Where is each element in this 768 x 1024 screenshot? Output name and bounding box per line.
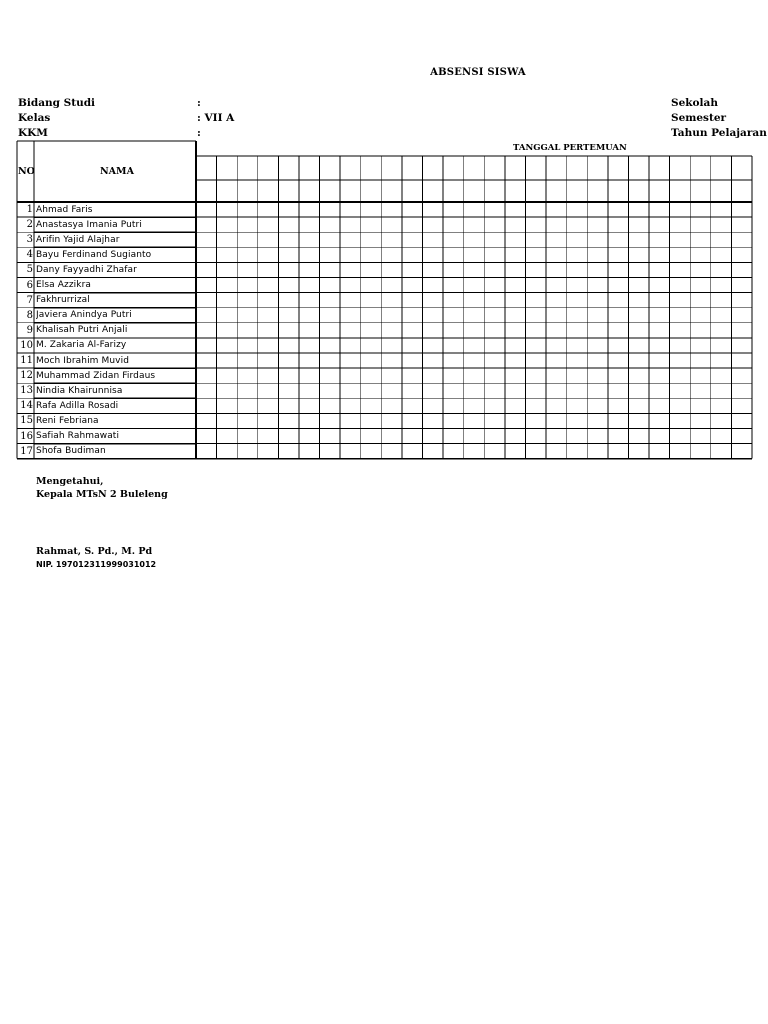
row-student-name: Safiah Rahmawati bbox=[36, 431, 120, 441]
signature-line-mengetahui: Mengetahui, bbox=[36, 476, 104, 487]
row-number: 9 bbox=[26, 324, 33, 336]
header-no: NO bbox=[18, 166, 35, 177]
row-student-name: Arifin Yajid Alajhar bbox=[36, 234, 120, 245]
row-student-name: Reni Febriana bbox=[36, 415, 99, 426]
row-student-name: Fakhrurrizal bbox=[36, 295, 90, 306]
row-number: 6 bbox=[26, 279, 33, 291]
info-label-kkm: KKM bbox=[18, 127, 48, 139]
row-number: 3 bbox=[26, 234, 33, 246]
signature-nip: NIP. 197012311999031012 bbox=[36, 560, 157, 569]
row-student-name: Dany Fayyadhi Zhafar bbox=[36, 264, 137, 275]
row-student-name: Bayu Ferdinand Sugianto bbox=[36, 249, 152, 260]
row-number: 10 bbox=[20, 339, 33, 351]
row-student-name: M. Zakaria Al-Farizy bbox=[36, 340, 127, 351]
row-number: 13 bbox=[20, 385, 33, 397]
signature-line-kepala: Kepala MTsN 2 Buleleng bbox=[36, 489, 168, 500]
info-value-kelas: : VII A bbox=[197, 112, 235, 124]
row-number: 4 bbox=[26, 249, 33, 261]
row-number: 16 bbox=[20, 430, 33, 442]
row-student-name: Nindia Khairunnisa bbox=[36, 385, 123, 396]
info-label-tahun-pelajaran: Tahun Pelajaran bbox=[671, 127, 767, 139]
info-label-bidang-studi: Bidang Studi bbox=[18, 97, 96, 109]
header-tanggal-pertemuan: TANGGAL PERTEMUAN bbox=[513, 143, 627, 153]
row-student-name: Elsa Azzikra bbox=[36, 280, 91, 290]
row-number: 7 bbox=[26, 294, 33, 306]
row-student-name: Khalisah Putri Anjali bbox=[36, 325, 128, 336]
row-student-name: Javiera Anindya Putri bbox=[36, 310, 132, 321]
row-student-name: Ahmad Faris bbox=[36, 204, 93, 215]
row-number: 1 bbox=[26, 204, 33, 215]
row-number: 8 bbox=[26, 309, 33, 321]
info-label-sekolah: Sekolah bbox=[671, 97, 718, 109]
signature-name: Rahmat, S. Pd., M. Pd bbox=[36, 546, 153, 557]
row-student-name: Rafa Adilla Rosadi bbox=[36, 400, 119, 411]
row-number: 14 bbox=[20, 400, 33, 412]
row-number: 12 bbox=[20, 370, 33, 382]
page-title: ABSENSI SISWA bbox=[430, 67, 526, 78]
row-number: 2 bbox=[26, 219, 33, 231]
row-student-name: Moch Ibrahim Muvid bbox=[36, 355, 130, 366]
row-student-name: Muhammad Zidan Firdaus bbox=[36, 370, 156, 381]
row-number: 5 bbox=[26, 264, 33, 276]
row-student-name: Anastasya Imania Putri bbox=[36, 219, 142, 230]
row-number: 11 bbox=[20, 355, 33, 366]
info-label-semester: Semester bbox=[671, 112, 727, 124]
row-number: 15 bbox=[20, 415, 33, 427]
row-student-name: Shofa Budiman bbox=[36, 446, 106, 457]
row-number: 17 bbox=[20, 445, 33, 457]
info-value-bidang-studi: : bbox=[197, 97, 201, 109]
signature-block bbox=[36, 475, 168, 501]
header-nama: NAMA bbox=[100, 166, 134, 177]
info-label-kelas: Kelas bbox=[18, 112, 51, 124]
info-value-kkm: : bbox=[197, 127, 201, 139]
